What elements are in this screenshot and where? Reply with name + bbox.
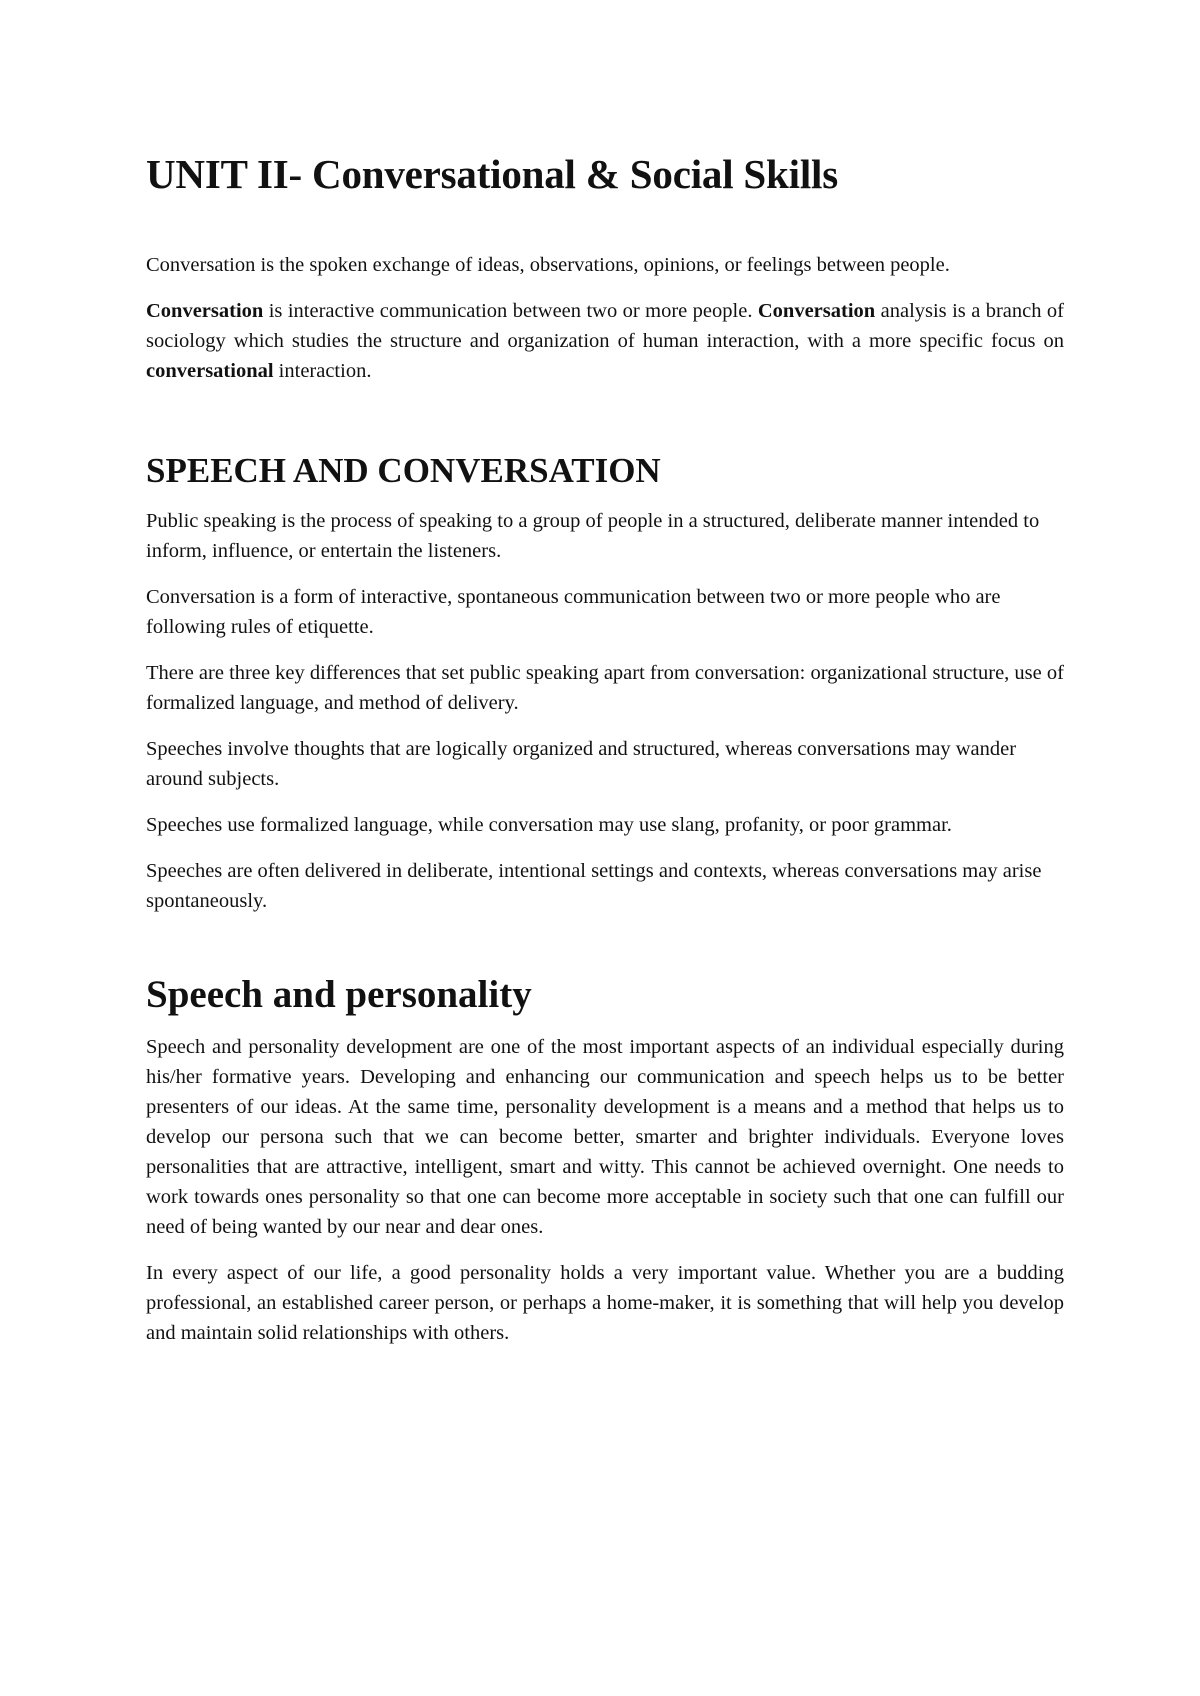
speech-personality-paragraph: Speech and personality development are one of the most important aspects of an individual especially during his/her formative years. Developing and enhancing our communication and speech helps us to be better presenters of our ideas. At the same time, personality development is a means and a method that helps us to develop our persona such that we can become better, smarter and brighter individuals. Everyone loves personalities that are attractive, intelligent, smart and witty. This cannot be achieved overnight. One needs to work towards ones personality so that one can become more acceptable in society such that one can fulfill our need of being wanted by our near and dear ones.: [146, 1036, 1064, 1238]
speech-conversation-paragraph: Public speaking is the process of speaking to a group of people in a structured, deliberate manner intended to inform, influence, or entertain the listeners.: [146, 510, 1040, 562]
section-spacer: [146, 402, 1064, 450]
bold-term: conversational: [146, 360, 274, 382]
paragraph-text: is interactive communication between two or more people.: [263, 300, 758, 322]
speech-personality-paragraph: In every aspect of our life, a good personality holds a very important value. Whether you are a budding professional, an established career person, or perhaps a home-maker, it is something that will help you develop and maintain solid relationships with others.: [146, 1262, 1064, 1344]
speech-conversation-paragraph: Speeches are often delivered in deliberate, intentional settings and contexts, whereas conversations may arise spontaneously.: [146, 860, 1042, 912]
section-heading-speech-conversation: SPEECH AND CONVERSATION: [146, 451, 661, 490]
document-page: [146, 150, 1064, 1364]
section-spacer: [146, 932, 1064, 972]
speech-conversation-paragraph: There are three key differences that set public speaking apart from conversation: organizational structure, use of formalized language, and method of delivery.: [146, 662, 1064, 714]
intro-paragraph-2: [146, 296, 1064, 386]
intro-paragraph-1: Conversation is the spoken exchange of ideas, observations, opinions, or feelings between people.: [146, 254, 950, 276]
bold-term: Conversation: [146, 300, 264, 322]
paragraph-text: analysis is a branch of sociology which studies the structure and organization of human interaction, with a more specific focus on: [146, 300, 1064, 352]
speech-conversation-paragraph: Speeches involve thoughts that are logically organized and structured, whereas conversations may wander around subjects.: [146, 738, 1017, 790]
paragraph-text: interaction.: [273, 360, 372, 382]
speech-conversation-paragraph: Conversation is a form of interactive, spontaneous communication between two or more people who are following rules of etiquette.: [146, 586, 1001, 638]
document-title: UNIT II- Conversational & Social Skills: [146, 151, 838, 197]
section-heading-speech-personality: Speech and personality: [146, 973, 532, 1016]
bold-term: Conversation: [757, 300, 876, 322]
speech-conversation-paragraph: Speeches use formalized language, while conversation may use slang, profanity, or poor grammar.: [146, 814, 952, 836]
